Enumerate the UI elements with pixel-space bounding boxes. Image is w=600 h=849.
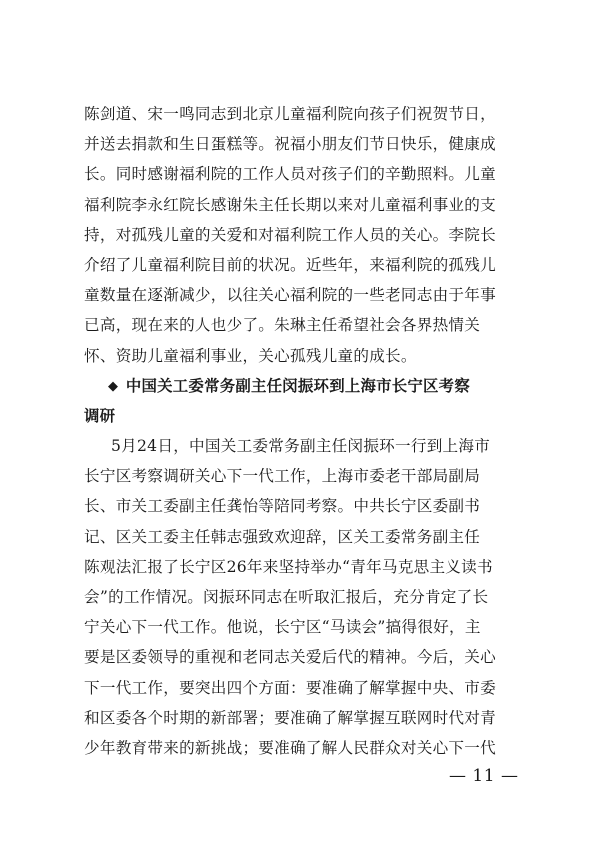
text-line: 长、市关工委副主任龚怡等陪同考察。中共长宁区委副书 — [84, 497, 481, 516]
page-number: — 11 — — [449, 766, 519, 786]
text-line: 陈观法汇报了长宁区26年来坚持举办“青年马克思主义读书 — [84, 557, 493, 576]
text-line: 宁关心下一代工作。他说，长宁区“马读会”搞得很好，主 — [84, 618, 481, 637]
section-heading — [84, 371, 516, 431]
text-line: 福利院李永红院长感谢朱主任长期以来对儿童福利事业的支 — [84, 195, 496, 214]
text-line: 陈剑道、宋一鸣同志到北京儿童福利院向孩子们祝贺节日， — [84, 105, 496, 123]
heading-line — [84, 371, 516, 401]
text-line: 持，对孤残儿童的关爱和对福利院工作人员的关心。李院长 — [84, 225, 496, 244]
body-text — [84, 99, 516, 763]
heading-line: 调研 — [84, 406, 116, 425]
text-line: 怀、资助儿童福利事业，关心孤残儿童的成长。 — [84, 346, 417, 365]
text-line: 并送去捐款和生日蛋糕等。祝福小朋友们节日快乐，健康成 — [84, 135, 496, 154]
text-line: 5月24日，中国关工委常务副主任闵振环一行到上海市 — [111, 437, 491, 456]
text-line: 少年教育带来的新挑战；要准确了解人民群众对关心下一代 — [84, 738, 496, 757]
text-line: 已高，现在来的人也少了。朱琳主任希望社会各界热情关 — [84, 316, 481, 335]
text-line: 童数量在逐渐减少，以往关心福利院的一些老同志由于年事 — [84, 286, 496, 305]
text-line: 会”的工作情况。闵振环同志在听取汇报后，充分肯定了长 — [84, 588, 489, 606]
text-line: 记、区关工委主任韩志强致欢迎辞，区关工委常务副主任 — [84, 527, 481, 546]
paragraph — [84, 431, 516, 763]
paragraph — [84, 99, 516, 371]
text-line: 长宁区考察调研关心下一代工作，上海市委老干部局副局 — [84, 467, 481, 486]
text-line: 长。同时感谢福利院的工作人员对孩子们的辛勤照料。儿童 — [84, 165, 496, 184]
text-line: 和区委各个时期的新部署；要准确了解掌握互联网时代对青 — [84, 708, 496, 727]
text-line: 要是区委领导的重视和老同志关爱后代的精神。今后，关心 — [84, 648, 496, 667]
text-line: 下一代工作，要突出四个方面：要准确了解掌握中央、市委 — [84, 678, 496, 697]
diamond-bullet-icon: ◆ — [108, 378, 119, 394]
text-line: 介绍了儿童福利院目前的状况。近些年，来福利院的孤残儿 — [84, 255, 496, 274]
heading-text: 中国关工委常务副主任闵振环到上海市长宁区考察 — [125, 376, 470, 395]
